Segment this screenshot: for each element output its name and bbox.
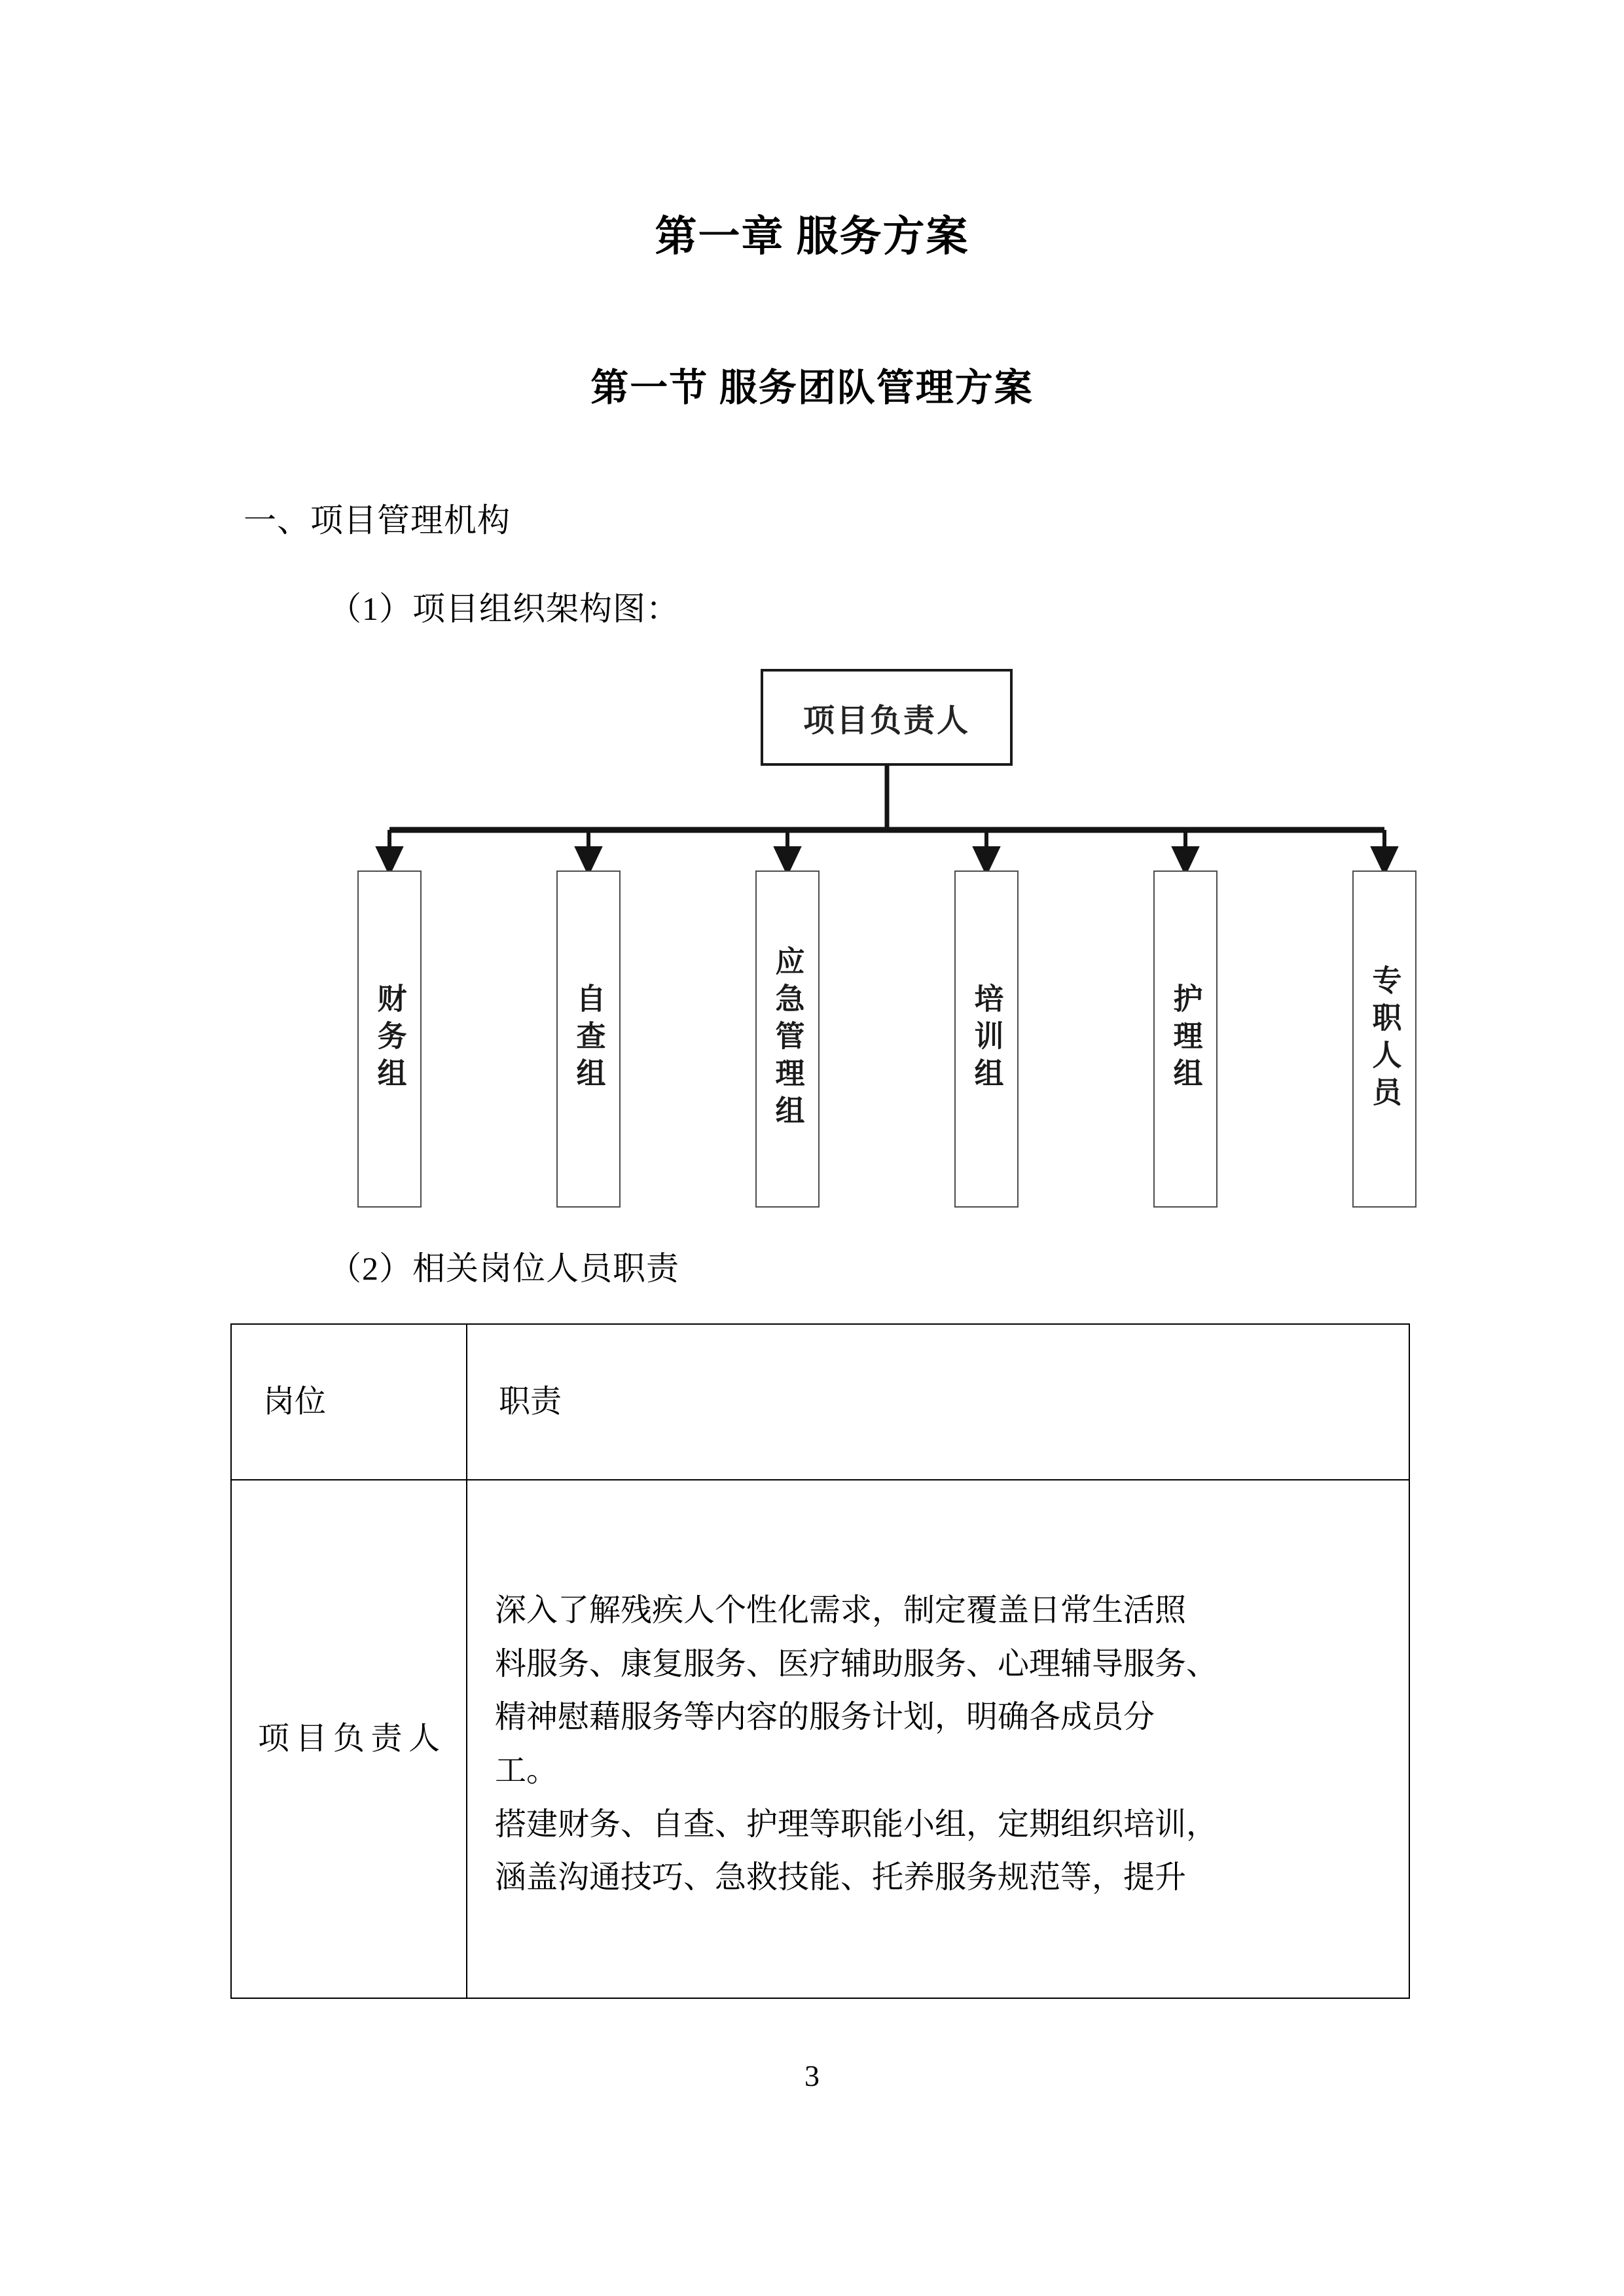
org-node-nursing-group-label: 护理组 — [1168, 983, 1202, 1095]
org-node-emergency-management-group-label: 应急管理组 — [770, 946, 804, 1132]
table-cell-duty — [467, 1480, 1409, 1998]
org-node-training-group — [954, 870, 1019, 1208]
table-cell-post — [231, 1480, 467, 1998]
table-row — [231, 1480, 1409, 1998]
section-title: 第一节 服务团队管理方案 — [590, 367, 1034, 409]
org-node-finance-group — [357, 870, 422, 1208]
org-node-training-group-label: 培训组 — [969, 983, 1003, 1095]
org-node-nursing-group — [1153, 870, 1218, 1208]
duty-line: 涵盖沟通技巧、急救技能、托养服务规范等，提升 — [495, 1860, 1187, 1895]
org-node-emergency-management-group — [755, 870, 820, 1208]
duty-line: 料服务、康复服务、医疗辅助服务、心理辅导服务、 — [495, 1646, 1218, 1681]
table-header-duty-text: 职责 — [499, 1384, 562, 1419]
chapter-title: 第一章 服务方案 — [655, 213, 969, 260]
table-header-post — [231, 1324, 467, 1480]
org-node-self-inspection-group-label: 自查组 — [571, 983, 605, 1095]
table-header-duty — [467, 1324, 1409, 1480]
duty-line: 深入了解残疾人个性化需求，制定覆盖日常生活照 — [495, 1593, 1187, 1628]
org-node-dedicated-staff-label: 专职人员 — [1367, 964, 1401, 1114]
org-node-finance-group-label: 财务组 — [372, 983, 406, 1095]
org-node-self-inspection-group — [556, 870, 621, 1208]
duty-line: 搭建财务、自查、护理等职能小组，定期组织培训， — [495, 1806, 1218, 1842]
list-item-org-chart-label: （1）项目组织架构图： — [329, 590, 679, 627]
table-header-row — [231, 1324, 1409, 1480]
org-node-dedicated-staff — [1352, 870, 1416, 1208]
level1-heading: 一、项目管理机构 — [244, 502, 511, 539]
org-node-root-label: 项目负责人 — [803, 703, 970, 738]
org-chart — [321, 655, 1466, 1217]
list-item-responsibilities-label: （2）相关岗位人员职责 — [329, 1250, 679, 1287]
page-number: 3 — [804, 2059, 820, 2092]
duty-line: 工。 — [495, 1753, 558, 1788]
table-header-post-text: 岗位 — [263, 1384, 327, 1419]
table-cell-post-text: 项目负责人 — [258, 1721, 440, 1756]
duty-line: 精神慰藉服务等内容的服务计划，明确各成员分 — [495, 1700, 1155, 1735]
responsibility-table — [230, 1323, 1410, 1999]
org-node-root — [761, 669, 1013, 766]
